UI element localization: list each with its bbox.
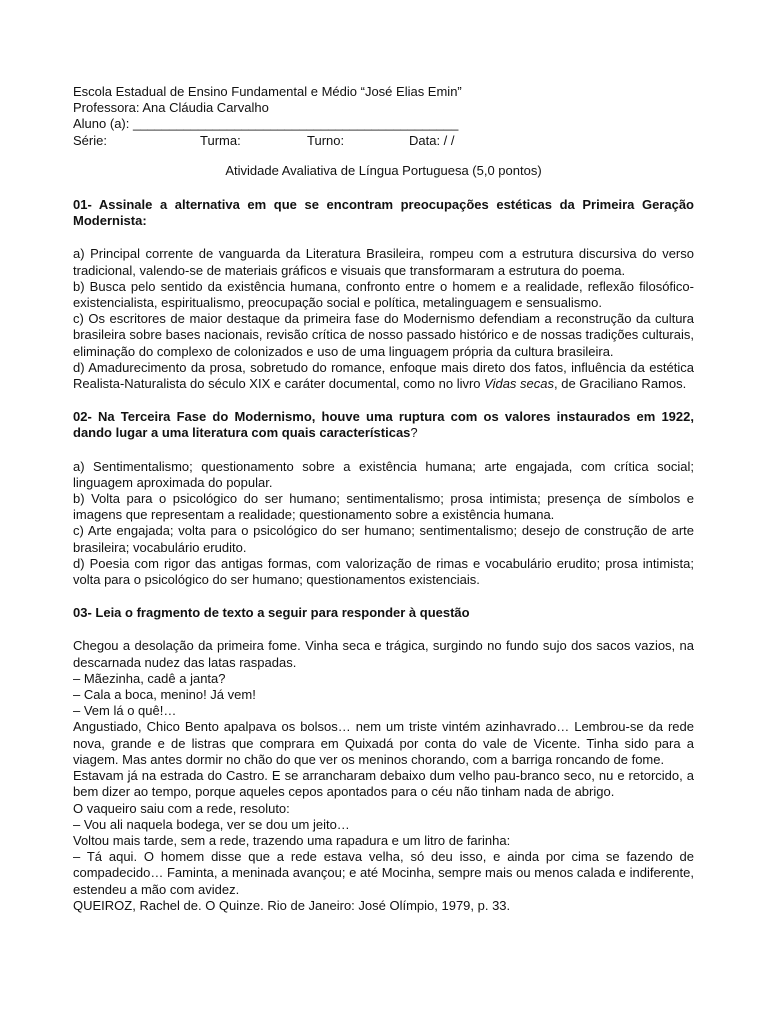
- question-1-prompt: 01- Assinale a alternativa em que se encontram preocupações estéticas da Primeira Geração Modernista:: [73, 197, 694, 229]
- citation: QUEIROZ, Rachel de. O Quinze. Rio de Janeiro: José Olímpio, 1979, p. 33.: [73, 897, 511, 913]
- option-1d: [73, 360, 694, 392]
- option-2c: c) Arte engajada; volta para o psicológico do ser humano; sentimentalismo; desejo de construção de arte brasileira; vocabulário erudito.: [73, 523, 694, 555]
- question-2-prompt: [73, 409, 694, 441]
- option-1c: c) Os escritores de maior destaque da primeira fase do Modernismo defendiam a reconstrução da cultura brasileira sobre bases nacionais, revisão crítica de nosso passado histórico e de nossas tradições culturais, eliminação do complexo de colonizados e uso de uma linguagem própria da cultura brasileira.: [73, 311, 694, 359]
- turma-label: Turma:: [200, 132, 241, 148]
- option-2b: b) Volta para o psicológico do ser humano; sentimentalismo; prosa intimista; presença de símbolos e imagens que representam a realidade; questionamento sobre a existência humana.: [73, 491, 694, 523]
- serie-label: Série:: [73, 132, 107, 148]
- fragment-line: – Cala a boca, menino! Já vem!: [73, 687, 256, 703]
- option-2d: d) Poesia com rigor das antigas formas, com valorização de rimas e vocabulário erudito; prosa intimista; volta para o psicológico do ser humano; questionamentos existenciais.: [73, 555, 694, 588]
- fragment-line: Estavam já na estrada do Castro. E se arrancharam debaixo dum velho pau-branco seco, nu e retorcido, a bem dizer ao tempo, porque aqueles cepos apontados para o céu não tinham nada de abrigo.: [73, 768, 694, 800]
- turno-label: Turno:: [307, 132, 345, 148]
- fragment-line: – Vou ali naquela bodega, ver se dou um jeito…: [73, 816, 350, 832]
- option-2a: a) Sentimentalismo; questionamento sobre a existência humana; arte engajada, com crítica social; linguagem aproximada do popular.: [73, 458, 694, 490]
- fragment-line: – Vem lá o quê!…: [73, 703, 177, 719]
- fragment-line: – Mãezinha, cadê a janta?: [73, 670, 226, 686]
- text-fragment: [73, 638, 694, 913]
- fragment-line: Angustiado, Chico Bento apalpava os bolsos… nem um triste vintém azinhavrado… Lembrou-se da rede nova, grande e de listras que comprara em Quixadá por conta do vale de Vicente. Tinha sido para a viagem. Mas antes dormir no chão do que ver os meninos chorando, com a barriga roncando de fome.: [73, 719, 694, 767]
- school-name: Escola Estadual de Ensino Fundamental e Médio “José Elias Emin”: [73, 84, 462, 99]
- option-1d-text: d) Amadurecimento da prosa, sobretudo do romance, enfoque mais direto dos fatos, influência da estética Realista-Naturalista do século XIX e caráter documental, como no livro: [73, 359, 694, 392]
- page-title: Atividade Avaliativa de Língua Portuguesa (5,0 pontos): [225, 162, 542, 178]
- date-label: Data: / /: [409, 132, 455, 148]
- fragment-line: – Tá aqui. O homem disse que a rede estava velha, só deu isso, e ainda por cima se fazendo de compadecido… Faminta, a meninada avançou; e até Mocinha, sempre mais ou menos calada e indiferente, estendeu a mão com avidez.: [73, 849, 694, 897]
- question-2-text: 02- Na Terceira Fase do Modernismo, houve uma ruptura com os valores instaurados em 1922, dando lugar a uma literatura com quais características: [73, 409, 694, 441]
- class-info-row: [73, 133, 694, 149]
- fragment-line: Chegou a desolação da primeira fome. Vinha seca e trágica, surgindo no fundo sujo dos sacos vazios, na descarnada nudez das latas raspadas.: [73, 638, 694, 670]
- question-2-options: [73, 459, 694, 589]
- question-1-options: [73, 246, 694, 392]
- question-3-prompt: 03- Leia o fragmento de texto a seguir para responder à questão: [73, 605, 470, 621]
- question-2-mark: ?: [410, 425, 418, 441]
- student-line: Aluno (a): _____________________________________________: [73, 116, 459, 132]
- fragment-line: Voltou mais tarde, sem a rede, trazendo uma rapadura e um litro de farinha:: [73, 832, 511, 848]
- fragment-line: O vaqueiro saiu com a rede, resoluto:: [73, 800, 290, 816]
- option-1a: a) Principal corrente de vanguarda da Literatura Brasileira, rompeu com a estrutura discursiva do verso tradicional, valendo-se de materiais gráficos e visuais que transformaram a estrutura do poema.: [73, 246, 694, 278]
- teacher-name: Professora: Ana Cláudia Carvalho: [73, 100, 269, 116]
- option-1d-end: , de Graciliano Ramos.: [554, 376, 687, 392]
- document-page: [73, 84, 694, 914]
- book-title: Vidas secas: [484, 376, 554, 392]
- option-1b: b) Busca pelo sentido da existência humana, confronto entre o homem e a realidade, reflexão filosófico-existencialista, espiritualismo, preocupação social e política, metalinguagem e sensualismo.: [73, 278, 694, 311]
